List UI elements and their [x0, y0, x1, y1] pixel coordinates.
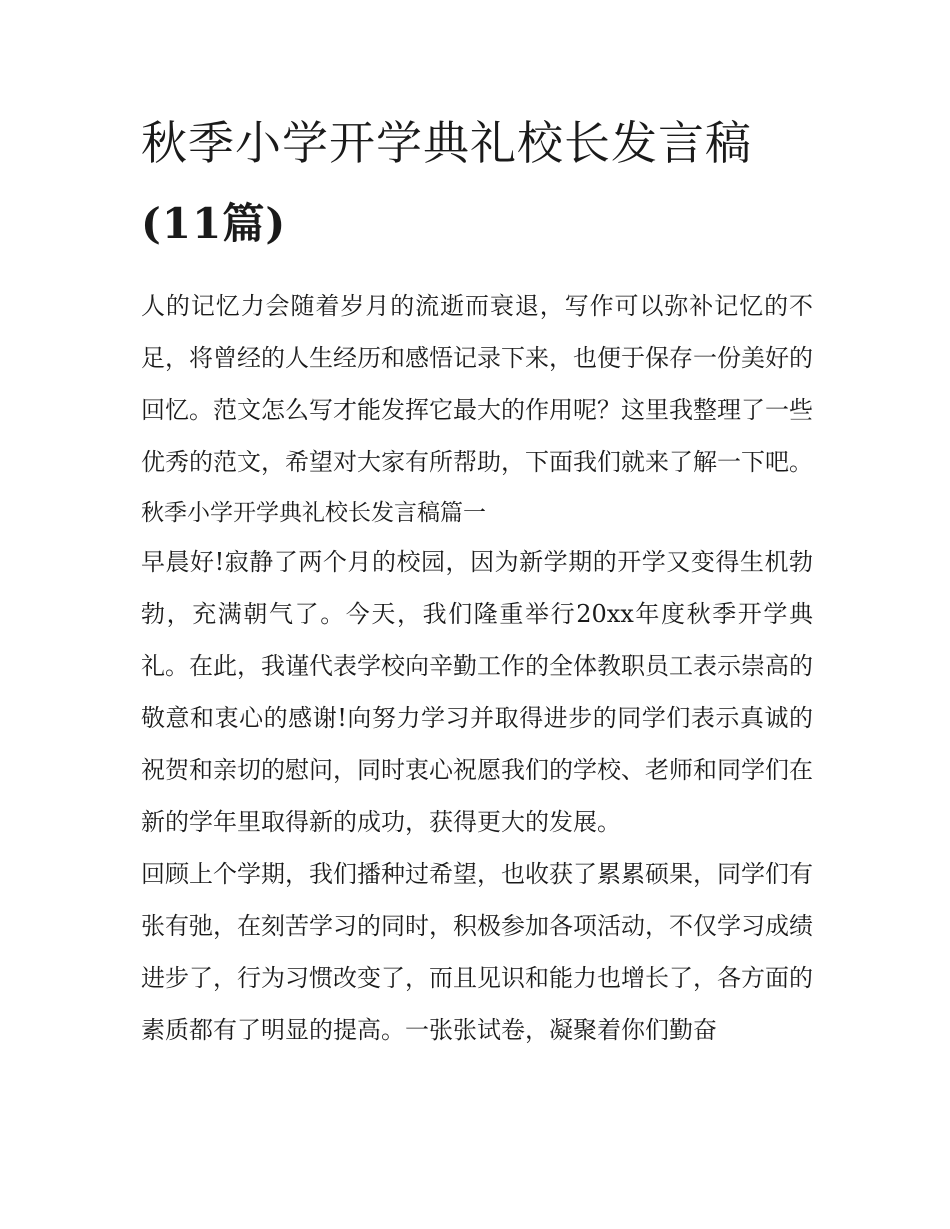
intro-paragraph: 人的记忆力会随着岁月的流逝而衰退，写作可以弥补记忆的不足，将曾经的人生经历和感悟记录下来，也便于保存一份美好的回忆。范文怎么写才能发挥它最大的作用呢？这里我整理了一些优秀的范文，希望对大家有所帮助，下面我们就来了解一下吧。: [141, 292, 813, 476]
body-paragraph-1: 早晨好!寂静了两个月的校园，因为新学期的开学又变得生机勃勃，充满朝气了。今天，我们隆重举行20xx年度秋季开学典礼。在此，我谨代表学校向辛勤工作的全体教职员工表示崇高的敬意和衷心的感谢!向努力学习并取得进步的同学们表示真诚的祝贺和亲切的慰问，同时衷心祝愿我们的学校、老师和同学们在新的学年里取得新的成功，获得更大的发展。: [141, 548, 813, 836]
title-main: 秋季小学开学典礼校长发言稿: [141, 116, 752, 170]
document-page: [141, 112, 813, 1056]
section-heading: 秋季小学开学典礼校长发言稿篇一: [141, 500, 486, 526]
title-count: (11篇): [141, 199, 287, 248]
body-paragraph-2: 回顾上个学期，我们播种过希望，也收获了累累硕果，同学们有张有弛，在刻苦学习的同时，积极参加各项活动，不仅学习成绩进步了，行为习惯改变了，而且见识和能力也增长了，各方面的素质都有了明显的提高。一张张试卷，凝聚着你们勤奋: [141, 860, 813, 1044]
document-title: [141, 112, 813, 254]
